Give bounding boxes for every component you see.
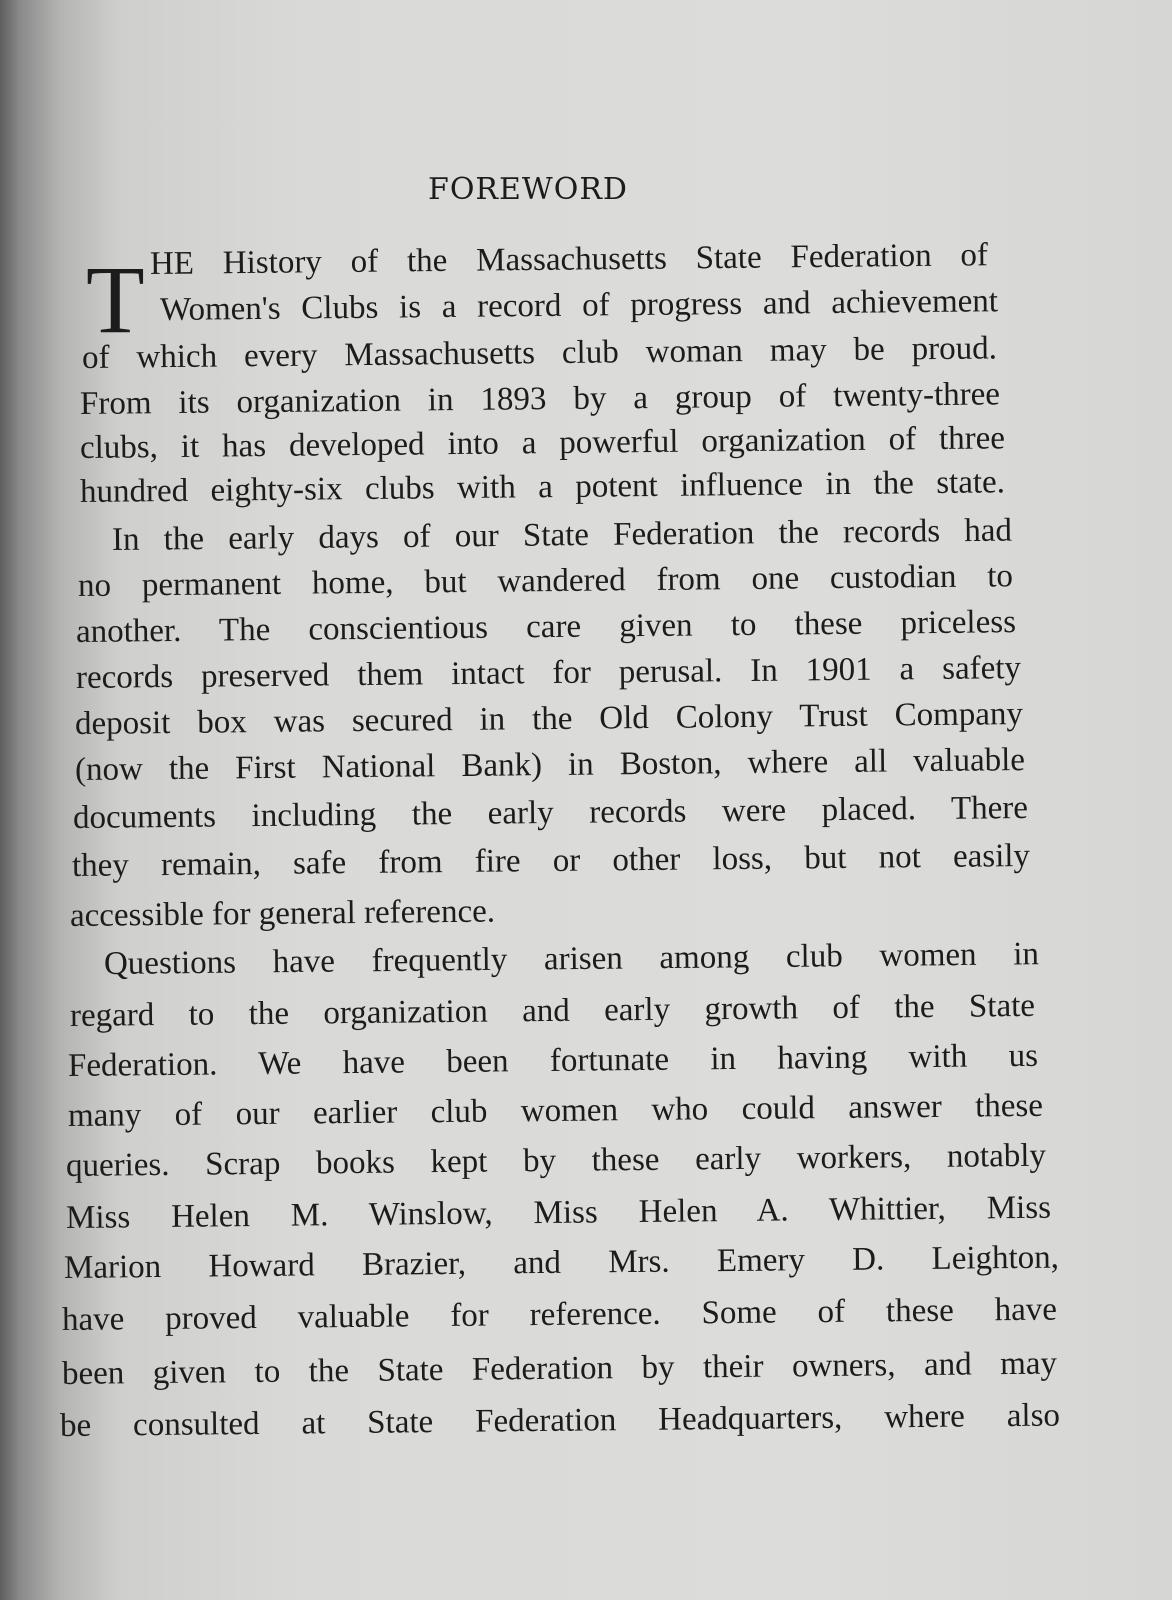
text-line: clubs, it has developed into a powerful organization of three (79, 420, 1006, 466)
text-line: Women's Clubs is a record of progress and achievement (159, 283, 999, 328)
text-line: Federation. We have been fortunate in having with us (67, 1037, 1039, 1084)
text-line: Marion Howard Brazier, and Mrs. Emery D. Leighton, (63, 1239, 1060, 1286)
text-line: have proved valuable for reference. Some of these have (61, 1291, 1058, 1338)
text-line: queries. Scrap books kept by these early workers, notably (65, 1137, 1047, 1184)
text-line: regard to the organization and early growth of the State (69, 987, 1036, 1034)
text-line: they remain, safe from fire or other loss, but not easily (71, 837, 1031, 884)
text-line: another. The conscientious care given to these priceless (75, 604, 1017, 650)
text-line: (now the First National Bank) in Boston, where all valuable (74, 742, 1026, 788)
text-line: of which every Massachusetts club woman may be proud. (81, 330, 998, 376)
text-line: From its organization in 1893 by a group of twenty-three (79, 376, 1001, 422)
text-line: records preserved them intact for perusal. In 1901 a safety (75, 650, 1022, 696)
text-line: Miss Helen M. Winslow, Miss Helen A. Whittier, Miss (65, 1189, 1052, 1236)
text-line: documents including the early records were placed. There (72, 790, 1029, 836)
page-title: FOREWORD (428, 172, 628, 207)
text-line: be consulted at State Federation Headquarters, where also (59, 1397, 1061, 1444)
text-line: Questions have frequently arisen among club women in (103, 936, 1040, 982)
drop-cap: T (86, 246, 145, 353)
text-line: been given to the State Federation by their owners, and may (61, 1345, 1058, 1392)
text-line: In the early days of our State Federation the records had (111, 512, 1013, 558)
text-line: accessible for general reference. (69, 893, 496, 934)
text-line: deposit box was secured in the Old Colony Trust Company (74, 696, 1024, 742)
text-line: hundred eighty-six clubs with a potent influence in the state. (79, 464, 1006, 510)
text-line: HE History of the Massachusetts State Federation of (149, 237, 989, 282)
text-line: many of our earlier club women who could answer these (67, 1087, 1044, 1134)
text-line: no permanent home, but wandered from one custodian to (77, 558, 1014, 604)
